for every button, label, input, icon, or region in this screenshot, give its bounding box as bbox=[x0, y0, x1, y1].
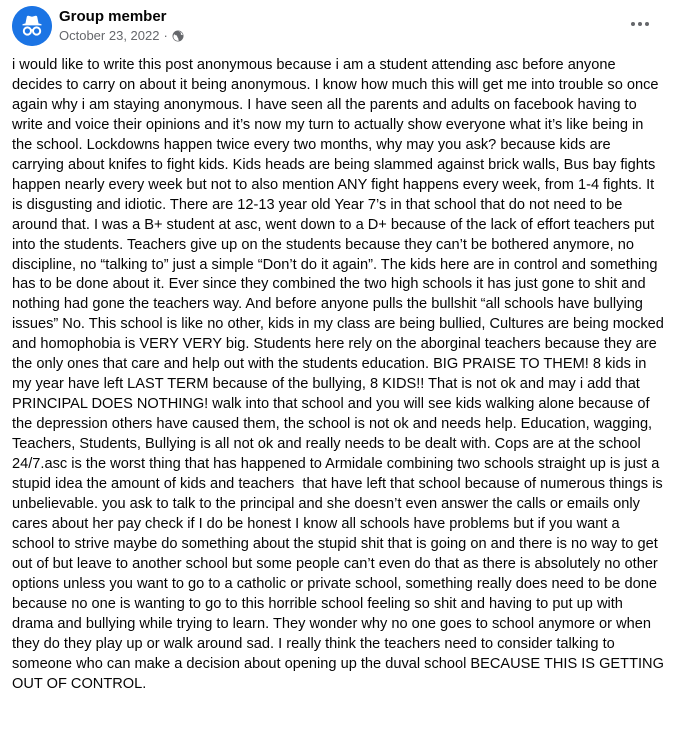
meta-separator: · bbox=[163, 28, 168, 43]
post-body-text: i would like to write this post anonymous because i am a student attending asc before anyone decides to carry on about it being anonymous. I know how much this will get me into trouble so once again why i am staying anonymous. I have seen all the parents and adults on facebook having to write and voice their opinions and it’s now my turn to actually show everyone what it’s like being in the school. Lockdowns happen twice every two months, why may you ask? because kids are carrying about knifes to fight kids. Kids heads are being slammed against brick walls, Bus bay fights happen nearly every week but not to also mention ANY fight happens every week, from 1-4 fights. It is disgusting and idiotic. There are 12-13 year old Year 7’s in that school that do not need to be around that. I was a B+ student at asc, went down to a D+ because of the lack of effort teachers put into the students. Teachers give up on the students because they can’t be bothered anymore, no discipline, no “talking to” just a simple “Don’t do it again”. The kids here are in control and something has to be done about it. Ever since they combined the two high schools it has just gone to shit and nothing had gone the teachers way. And before anyone pulls the bullshit “all schools have bullying issues” No. This school is like no other, kids in my class are being bullied, Cultures are being mocked and homophobia is VERY VERY big. Students here rely on the aborginal teachers because they are the only ones that care and help out with the students education. BIG PRAISE TO THEM! 8 kids in my year have left LAST TERM because of the bullying, 8 KIDS!! That is not ok and may i add that PRINCIPAL DOES NOTHING! walk into that school and you will see kids walking alone because of the depression others have caused them, the school is not ok and needs help. Education, wagging, Teachers, Students, Bullying is all not ok and really needs to be dealt with. Cops are at the school 24/7.asc is the worst thing that has happened to Armidale combining two schools straight up is just a stupid idea the amount of kids and teachers that have left that school because of numerous things is unbelievable. you ask to talk to the principal and she doesn’t even answer the calls or emails only cares about her pay check if I do be honest I know all schools have problems but if you want a school to strive maybe do something about the stupid shit that is going on and there is no way to get out of but leave to another school but some people can’t even do that as there is absolutely no other options unless you want to go to a catholic or private school, something really does need to be done because no one is wanting to go to this horrible school feeling so shit and having to put up with drama and bullying while trying to learn. They wonder why no one goes to school anymore or when they do they play up or walk around sad. I really think the teachers need to consider talking to someone who can make a decision about opening up the duval school BECAUSE THIS IS GETTING OUT OF CONTROL. bbox=[12, 57, 668, 692]
post-meta bbox=[59, 28, 184, 44]
anonymous-member-icon[interactable] bbox=[12, 6, 52, 46]
post-author[interactable]: Group member bbox=[59, 8, 167, 25]
post-date[interactable]: October 23, 2022 bbox=[59, 28, 160, 43]
post-header bbox=[12, 6, 662, 50]
more-options-icon bbox=[630, 21, 650, 27]
globe-icon bbox=[172, 30, 184, 42]
more-options-button[interactable] bbox=[626, 14, 654, 34]
